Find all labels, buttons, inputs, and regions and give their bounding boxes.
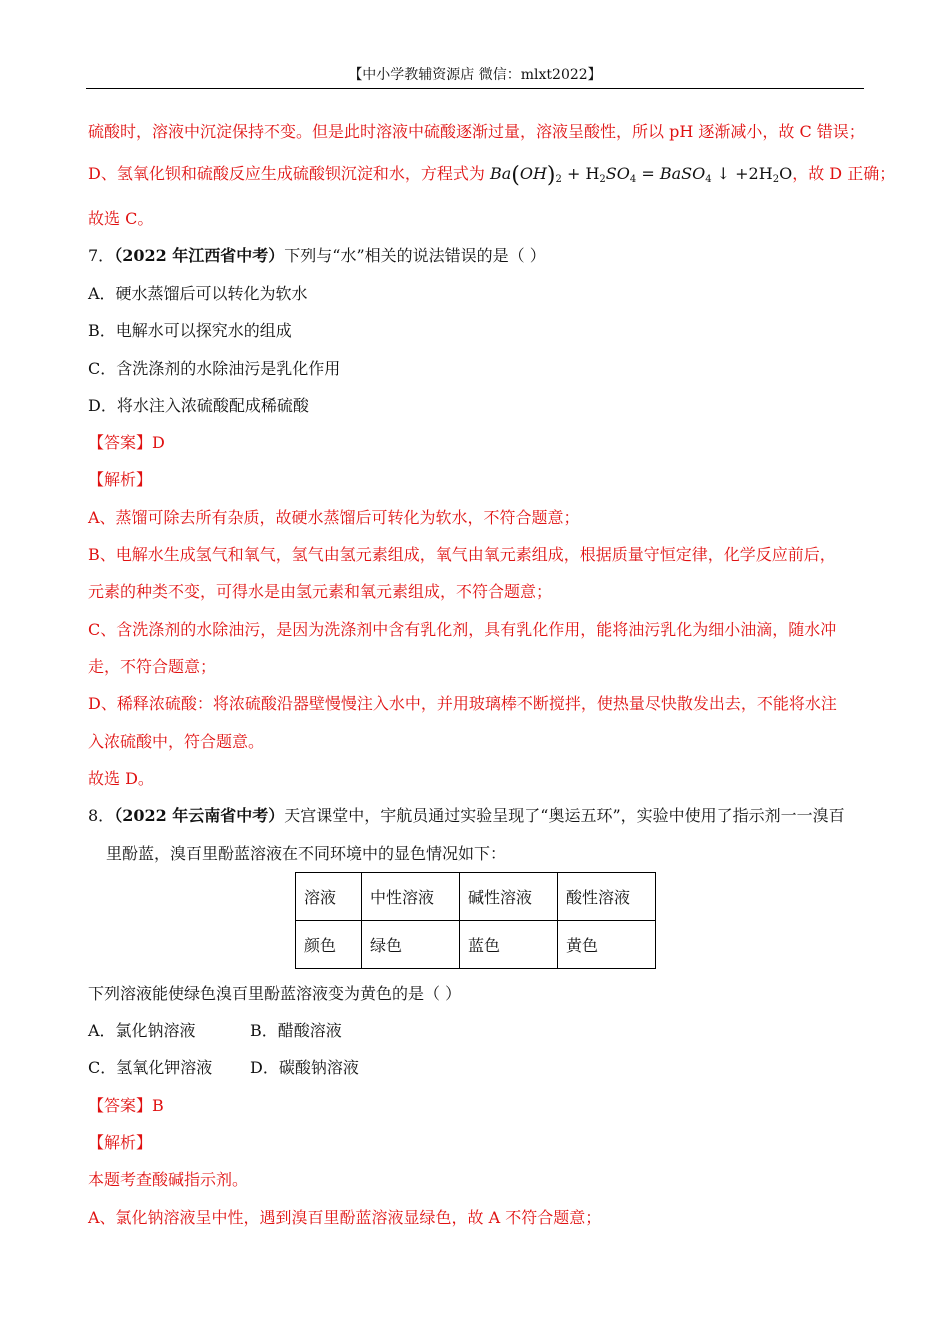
q8-analysis-intro: 本题考查酸碱指示剂。 xyxy=(88,1170,249,1189)
q7-conclusion: 故选 D。 xyxy=(88,769,154,788)
q7-number: 7． xyxy=(88,246,115,265)
q8-option-a: A．氯化钠溶液 xyxy=(88,1021,196,1040)
q7-option-d: D．将水注入浓硫酸配成稀硫酸 xyxy=(88,396,309,415)
prev-analysis-c-line: 硫酸时，溶液中沉淀保持不变。但是此时溶液中硫酸逐渐过量，溶液呈酸性，所以 pH 逐渐减小，故 C 错误； xyxy=(88,122,865,141)
q7-analysis-b2: 元素的种类不变，可得水是由氢元素和氧元素组成，不符合题意； xyxy=(88,582,553,601)
prev-analysis-d-prefix: D、氢氧化钡和硫酸反应生成硫酸钡沉淀和水，方程式为 xyxy=(88,164,485,183)
q8-option-b: B．醋酸溶液 xyxy=(250,1021,342,1040)
q8-option-d: D．碳酸钠溶液 xyxy=(250,1058,359,1077)
q7-analysis-d1: D、稀释浓硫酸：将浓硫酸沿器壁慢慢注入水中，并用玻璃棒不断搅拌，使热量尽快散发出去，不能将水注 xyxy=(88,694,837,713)
prev-analysis-d-line xyxy=(88,164,895,190)
q8-number: 8． xyxy=(88,806,115,825)
q7-analysis-a: A、蒸馏可除去所有杂质，故硬水蒸馏后可转化为软水，不符合题意； xyxy=(88,508,580,527)
q7-analysis-c2: 走，不符合题意； xyxy=(88,657,217,676)
table-cell: 绿色 xyxy=(362,921,460,969)
prev-analysis-d-suffix: ，故 D 正确； xyxy=(792,164,896,183)
reaction-equation: $Ba(OH)_2 + H_2SO_4$ = BaSO$_4$ ↓ $+2H_2O$ xyxy=(489,163,793,188)
q8-question: 下列溶液能使绿色溴百里酚蓝溶液变为黄色的是（ ） xyxy=(88,984,462,1003)
q7-analysis-c1: C、含洗涤剂的水除油污，是因为洗涤剂中含有乳化剂，具有乳化作用，能将油污乳化为细小油滴，随水冲 xyxy=(88,620,837,639)
q7-stem xyxy=(88,246,546,266)
table-cell: 酸性溶液 xyxy=(558,873,656,921)
q7-analysis-title: 【解析】 xyxy=(88,470,153,489)
table-cell: 黄色 xyxy=(558,921,656,969)
q7-source: （2022 年江西省中考） xyxy=(114,246,285,265)
q8-analysis-a: A、氯化钠溶液呈中性，遇到溴百里酚蓝溶液显绿色，故 A 不符合题意； xyxy=(88,1208,602,1227)
q7-option-c: C．含洗涤剂的水除油污是乳化作用 xyxy=(88,359,341,378)
q8-stem-text1: 天宫课堂中，宇航员通过实验呈现了“奥运五环”，实验中使用了指示剂一一溴百 xyxy=(284,806,845,825)
q7-answer: 【答案】D xyxy=(88,433,165,452)
q7-analysis-d2: 入浓硫酸中，符合题意。 xyxy=(88,732,265,751)
q8-option-c: C．氢氧化钾溶液 xyxy=(88,1058,213,1077)
q8-stem-line2: 里酚蓝，溴百里酚蓝溶液在不同环境中的显色情况如下： xyxy=(106,844,507,863)
q8-source: （2022 年云南省中考） xyxy=(114,806,285,825)
q7-analysis-b1: B、电解水生成氢气和氧气，氢气由氢元素组成，氧气由氧元素组成，根据质量守恒定律，化学反应前后， xyxy=(88,545,836,564)
prev-conclusion: 故选 C。 xyxy=(88,209,154,228)
page-header: 【中小学教辅资源店 微信：mlxt2022】 xyxy=(348,67,602,83)
table-cell: 碱性溶液 xyxy=(460,873,558,921)
table-cell: 溶液 xyxy=(296,873,362,921)
q7-option-b: B．电解水可以探究水的组成 xyxy=(88,321,292,340)
q7-stem-text: 下列与“水”相关的说法错误的是（ ） xyxy=(284,246,546,265)
indicator-color-table xyxy=(295,872,656,969)
q8-stem-line1 xyxy=(88,806,845,826)
table-row xyxy=(296,921,656,969)
table-cell: 颜色 xyxy=(296,921,362,969)
q7-option-a: A．硬水蒸馏后可以转化为软水 xyxy=(88,284,308,303)
q8-answer: 【答案】B xyxy=(88,1096,164,1115)
table-cell: 中性溶液 xyxy=(362,873,460,921)
q8-analysis-title: 【解析】 xyxy=(88,1133,153,1152)
table-cell: 蓝色 xyxy=(460,921,558,969)
header-rule xyxy=(86,88,864,89)
q8-options-row1 xyxy=(88,1021,196,1041)
table-row xyxy=(296,873,656,921)
